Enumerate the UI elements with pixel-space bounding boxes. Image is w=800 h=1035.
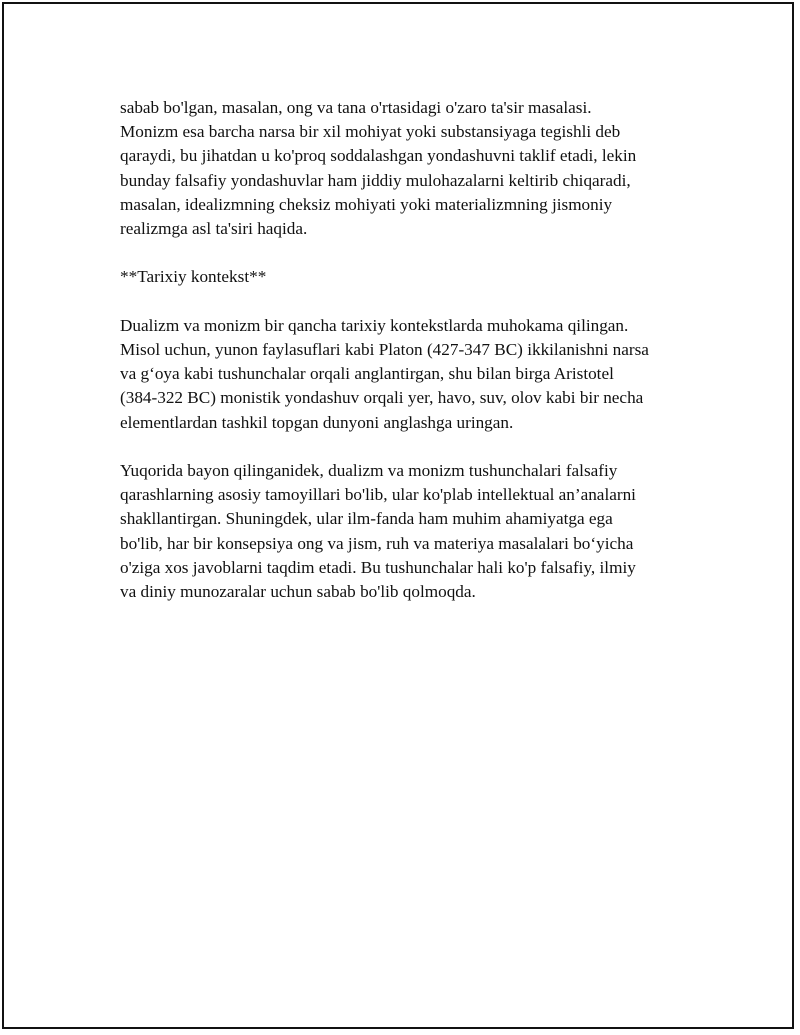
paragraph	[120, 96, 710, 241]
text-line: Dualizm va monizm bir qancha tarixiy kontekstlarda muhokama qilingan.	[120, 315, 629, 335]
text-line: Misol uchun, yunon faylasuflari kabi Platon (427-347 BC) ikkilanishni narsa	[120, 340, 649, 359]
paragraph	[120, 314, 710, 435]
section-heading	[120, 265, 710, 289]
text-line: qarashlarning asosiy tamoyillari bo'lib, ular ko'plab intellektual an’analarni	[120, 485, 636, 505]
text-line: Yuqorida bayon qilinganidek, dualizm va monizm tushunchalari falsafiy	[120, 461, 618, 480]
text-line: masalan, idealizmning cheksiz mohiyati yoki materializmning jismoniy	[120, 194, 613, 214]
text-line: Monizm esa barcha narsa bir xil mohiyat yoki substansiyaga tegishli deb	[120, 122, 621, 142]
text-line: sabab bo'lgan, masalan, ong va tana o'rtasidagi o'zaro ta'sir masalasi.	[120, 98, 592, 117]
heading-text: **Tarixiy kontekst**	[120, 267, 267, 287]
paragraph	[120, 459, 710, 604]
text-line: shakllantirgan. Shuningdek, ular ilm-fanda ham muhim ahamiyatga ega	[120, 509, 613, 529]
text-line: bo'lib, har bir konsepsiya ong va jism, ruh va materiya masalalari bo‘yicha	[120, 533, 634, 553]
text-line: qaraydi, bu jihatdan u ko'proq soddalashgan yondashuvni taklif etadi, lekin	[120, 146, 637, 166]
text-line: bunday falsafiy yondashuvlar ham jiddiy mulohazalarni keltirib chiqaradi,	[120, 170, 631, 190]
document-page	[2, 2, 794, 1029]
text-line: elementlardan tashkil topgan dunyoni anglashga uringan.	[120, 412, 514, 432]
text-line: (384-322 BC) monistik yondashuv orqali yer, havo, suv, olov kabi bir necha	[120, 388, 644, 408]
text-line: va g‘oya kabi tushunchalar orqali anglantirgan, shu bilan birga Aristotel	[120, 364, 614, 384]
document-body	[120, 96, 710, 628]
text-line: o'ziga xos javoblarni taqdim etadi. Bu tushunchalar hali ko'p falsafiy, ilmiy	[120, 557, 636, 577]
text-line: va diniy munozaralar uchun sabab bo'lib qolmoqda.	[120, 582, 476, 602]
text-line: realizmga asl ta'siri haqida.	[120, 219, 308, 239]
